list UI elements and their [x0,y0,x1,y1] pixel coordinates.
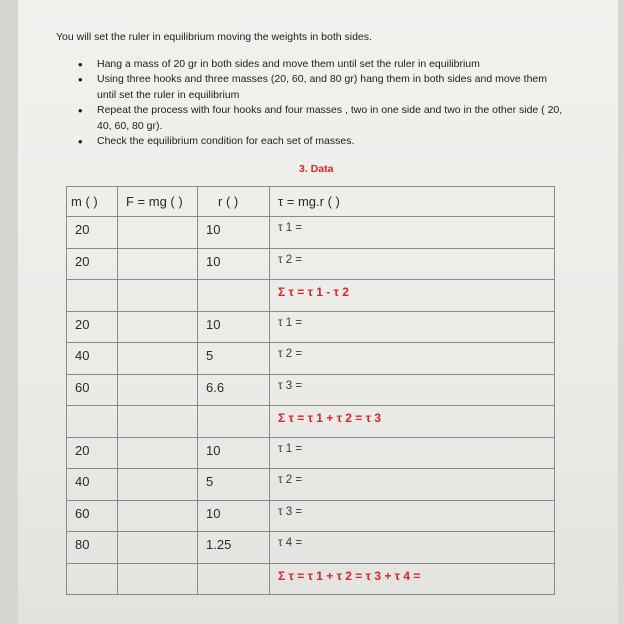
instruction-item: • Using three hooks and three masses (20, 60, and 80 gr) hang them in both sides and move them until set the ruler in equilibrium [78,72,568,103]
cell-radius [198,406,270,438]
document-page [18,0,618,624]
table-row [67,469,555,501]
header-radius: r ( ) [198,187,270,217]
header-mass: m ( ) [67,187,118,217]
table-row [67,248,555,280]
table-row [67,563,555,595]
table-row [67,311,555,343]
table-row [67,500,555,532]
cell-mass: 20 [67,311,118,343]
cell-mass: 20 [67,437,118,469]
cell-force [118,217,198,249]
cell-force [118,280,198,312]
table-row [67,406,555,438]
cell-radius: 10 [198,437,270,469]
cell-radius: 10 [198,500,270,532]
cell-radius: 1.25 [198,532,270,564]
cell-torque: τ 3 = [270,500,555,532]
cell-mass: 60 [67,500,118,532]
cell-mass: 80 [67,532,118,564]
cell-mass [67,280,118,312]
cell-force [118,343,198,375]
cell-radius: 5 [198,469,270,501]
cell-torque: Σ τ = τ 1 + τ 2 = τ 3 + τ 4 = [270,563,555,595]
table-row [67,280,555,312]
cell-force [118,311,198,343]
instruction-item: • Hang a mass of 20 gr in both sides and move them until set the ruler in equilibrium [78,57,568,72]
cell-torque: τ 2 = [270,469,555,501]
cell-mass: 60 [67,374,118,406]
table-row [67,217,555,249]
table-row [67,532,555,564]
cell-torque: τ 3 = [270,374,555,406]
data-table [66,186,555,595]
instruction-item: • Check the equilibrium condition for each set of masses. [78,134,568,149]
cell-mass: 20 [67,217,118,249]
intro-text: You will set the ruler in equilibrium moving the weights in both sides. [56,31,372,43]
cell-force [118,469,198,501]
table-header-row [67,187,555,217]
cell-radius [198,280,270,312]
header-force: F = mg ( ) [118,187,198,217]
cell-torque: Σ τ = τ 1 - τ 2 [270,280,555,312]
cell-radius: 10 [198,217,270,249]
header-torque: τ = mg.r ( ) [270,187,555,217]
cell-torque: τ 1 = [270,437,555,469]
instruction-list [78,57,568,149]
cell-force [118,248,198,280]
cell-radius: 10 [198,311,270,343]
cell-torque: τ 4 = [270,532,555,564]
cell-force [118,532,198,564]
section-title: 3. Data [299,163,334,175]
cell-radius [198,563,270,595]
table-row [67,437,555,469]
instruction-item: • Repeat the process with four hooks and four masses , two in one side and two in the other side ( 20, 40, 60, 80 gr). [78,103,568,134]
table-body [67,217,555,595]
cell-mass [67,406,118,438]
cell-mass [67,563,118,595]
cell-force [118,406,198,438]
table-row [67,343,555,375]
cell-radius: 5 [198,343,270,375]
cell-mass: 40 [67,343,118,375]
cell-torque: Σ τ = τ 1 + τ 2 = τ 3 [270,406,555,438]
cell-radius: 6.6 [198,374,270,406]
cell-force [118,437,198,469]
table-row [67,374,555,406]
cell-mass: 40 [67,469,118,501]
cell-radius: 10 [198,248,270,280]
cell-torque: τ 2 = [270,343,555,375]
cell-torque: τ 2 = [270,248,555,280]
cell-force [118,374,198,406]
cell-force [118,563,198,595]
cell-torque: τ 1 = [270,311,555,343]
cell-torque: τ 1 = [270,217,555,249]
cell-force [118,500,198,532]
cell-mass: 20 [67,248,118,280]
